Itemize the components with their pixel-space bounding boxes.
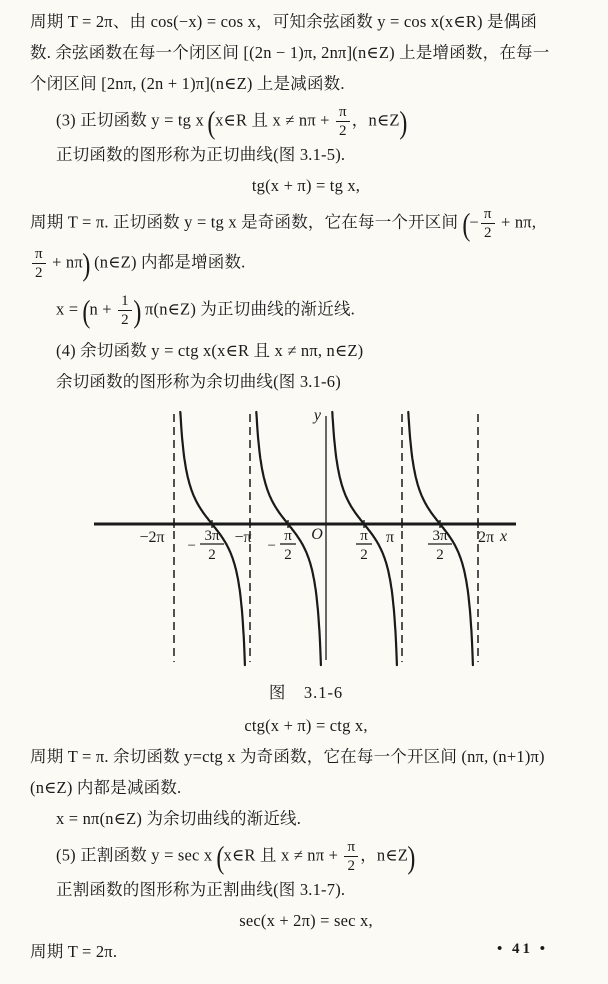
text-run: + nπ — [47, 252, 83, 272]
text-run: ，n∈Z — [351, 110, 400, 130]
big-paren: ( — [81, 292, 91, 329]
tick-label: −π — [234, 529, 252, 546]
figure-caption: 图 3.1-6 — [268, 683, 344, 702]
text-run: 数. 余弦函数在每一个闭区间 [(2n − 1)π, 2nπ](n∈Z) 上是增函数，在每一 — [30, 43, 550, 62]
tick-label-denominator: 2 — [284, 547, 292, 563]
tangent-asymptote — [30, 294, 582, 327]
y-axis-label: y — [313, 407, 321, 424]
text-run: x = — [56, 299, 83, 319]
fraction-denominator: 2 — [35, 265, 43, 281]
tangent-period-2 — [30, 247, 582, 280]
big-paren: ) — [82, 245, 91, 282]
text-run: ctg(x + π) = ctg x, — [244, 716, 368, 735]
tick-label-numerator: π — [284, 528, 292, 544]
text-run: sec(x + 2π) = sec x, — [239, 911, 373, 930]
fraction-numerator: 1 — [118, 294, 132, 311]
text-run: (5) 正割函数 y = sec x — [56, 845, 217, 865]
page-number: • 41 • — [497, 941, 549, 957]
tick-label-denominator: 2 — [208, 547, 216, 563]
fraction-numerator: π — [481, 207, 495, 224]
tick-label-denominator: 2 — [436, 547, 444, 563]
text-run: x = nπ(n∈Z) 为余切曲线的渐近线. — [56, 809, 302, 828]
cotangent-figure — [30, 403, 582, 675]
origin-label: O — [311, 526, 323, 543]
text-run: ，n∈Z — [360, 845, 409, 865]
item-3-tangent-def — [30, 105, 582, 138]
text-run: 余切函数的图形称为余切曲线(图 3.1-6) — [56, 372, 341, 391]
big-paren: ) — [398, 103, 408, 140]
tick-label — [268, 528, 296, 563]
fraction — [336, 105, 350, 138]
para-cosine-3 — [30, 74, 582, 93]
tick-label: −2π — [139, 529, 165, 546]
cotangent-period-2 — [30, 778, 582, 797]
para-cosine-1 — [30, 12, 582, 31]
text-run: 正切函数的图形称为正切曲线(图 3.1-5). — [56, 145, 346, 164]
text-run: n + — [89, 299, 117, 319]
tick-label: π — [385, 529, 395, 546]
text-run: + nπ, — [496, 212, 537, 232]
tg-identity — [30, 176, 582, 195]
text-run: (3) 正切函数 y = tg x — [56, 110, 209, 130]
secant-curve-note — [30, 880, 582, 899]
text-run: 周期 T = 2π、由 cos(−x) = cos x，可知余弦函数 y = cos x(x∈R) 是偶函 — [30, 12, 538, 31]
fraction — [118, 294, 132, 327]
tangent-curve-note — [30, 145, 582, 164]
fraction-denominator: 2 — [347, 858, 356, 874]
tick-label-numerator: 3π — [432, 528, 448, 544]
text-run: (4) 余切函数 y = ctg x(x∈R 且 x ≠ nπ, n∈Z) — [56, 341, 364, 360]
tangent-period-1 — [30, 207, 582, 240]
text-run: π(n∈Z) 为正切曲线的渐近线. — [140, 299, 355, 319]
cotangent-curve-note — [30, 372, 582, 391]
tick-label-minus: − — [267, 538, 276, 554]
fraction — [32, 247, 46, 280]
tick-label-numerator: 3π — [204, 528, 220, 544]
x-axis-label: x — [500, 528, 508, 545]
text-run: 正割函数的图形称为正割曲线(图 3.1-7). — [56, 880, 346, 899]
text-run: 周期 T = π. 正切函数 y = tg x 是奇函数，它在每一个开区间 — [30, 212, 463, 232]
cotangent-period-1 — [30, 747, 582, 766]
ctg-identity — [30, 716, 582, 735]
text-run: tg(x + π) = tg x, — [251, 176, 361, 195]
fraction-denominator: 2 — [121, 312, 129, 328]
fraction-denominator: 2 — [339, 123, 347, 139]
text-run: x∈R 且 x ≠ nπ + — [215, 110, 335, 130]
big-paren: ( — [216, 838, 225, 875]
sec-identity — [30, 911, 582, 930]
fraction-numerator: π — [32, 247, 46, 264]
text-run: (n∈Z) 内都是减函数. — [30, 778, 182, 797]
big-paren: ) — [407, 838, 416, 875]
text-run: 周期 T = π. 余切函数 y=ctg x 为奇函数，它在每一个开区间 (nπ, (n+1)π) — [30, 747, 545, 766]
fraction-numerator: π — [336, 105, 350, 122]
fraction — [344, 840, 358, 873]
fraction-numerator: π — [344, 840, 358, 857]
tick-label-denominator: 2 — [360, 547, 368, 563]
item-5-secant-def — [30, 840, 582, 873]
text-run: − — [469, 212, 479, 232]
tick-label-minus: − — [187, 538, 196, 554]
big-paren: ( — [461, 205, 471, 242]
text-run: 周期 T = 2π. — [30, 942, 118, 961]
text-run: 个闭区间 [2nπ, (2n + 1)π](n∈Z) 上是减函数. — [30, 74, 345, 93]
para-cosine-2 — [30, 43, 582, 62]
cotangent-plot — [30, 403, 608, 675]
fraction — [481, 207, 495, 240]
text-run: (n∈Z) 内都是增函数. — [89, 252, 246, 272]
text-run: x∈R 且 x ≠ nπ + — [223, 845, 343, 865]
cotangent-asymptote — [30, 809, 582, 828]
tick-label: 2π — [477, 529, 495, 546]
fraction-denominator: 2 — [483, 225, 492, 241]
tick-label-numerator: π — [360, 528, 368, 544]
big-paren: ) — [133, 292, 142, 329]
big-paren: ( — [207, 103, 216, 140]
item-4-cotangent-def — [30, 341, 582, 360]
tick-label — [356, 528, 372, 563]
